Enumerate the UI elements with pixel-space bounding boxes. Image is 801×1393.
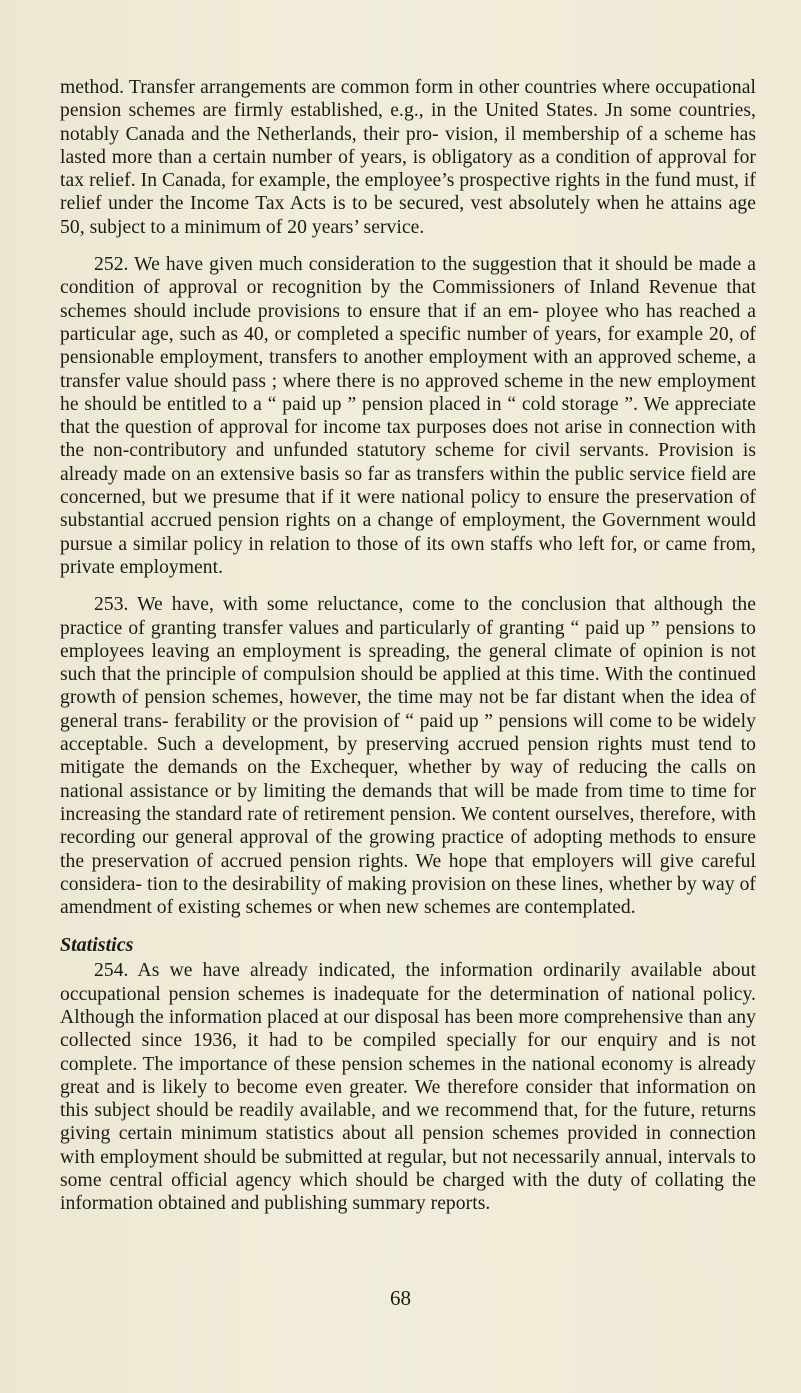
paragraph-254: 254. As we have already indicated, the information ordinarily available about occupational pension schemes is inadequate for the determination of national policy. Although the information placed at our disposal has been more comprehensive than any collected since 1936, it had to be compiled specially for our enquiry and is not complete. The importance of these pension schemes in the national economy is already great and is likely to become even greater. We therefore consider that information on this subject should be readily available, and we recommend that, for the future, returns giving certain minimum statistics about all pension schemes provided in connection with employment should be submitted at regular, but not necessarily annual, intervals to some central official agency which should be charged with the duty of collating the information obtained and publishing summary reports. <box>60 960 756 1215</box>
body-text <box>60 76 756 1216</box>
paragraph-253: 253. We have, with some reluctance, come to the conclusion that although the practice of granting transfer values and particularly of granting “ paid up ” pensions to employees leaving an employment is spreading, the general climate of opinion is not such that the principle of compulsion should be applied at this time. With the continued growth of pension schemes, however, the time may not be far distant when the idea of general trans- ferability or the provision of “ paid up ” pensions will come to be widely acceptable. Such a development, by preserving accrued pension rights must tend to mitigate the demands on the Exchequer, whether by way of reducing the calls on national assistance or by limiting the demands that will be made from time to time for increasing the standard rate of retirement pension. We content ourselves, therefore, with recording our general approval of the growing practice of adopting methods to ensure the preservation of accrued pension rights. We hope that employers will give careful considera- tion to the desirability of making provision on these lines, whether by way of amendment of existing schemes or when new schemes are contemplated. <box>60 594 756 919</box>
paragraph-gap <box>60 239 756 253</box>
section-heading-statistics: Statistics <box>60 934 134 957</box>
paragraph-gap <box>60 579 756 593</box>
paragraph-252: 252. We have given much consideration to the suggestion that it should be made a condition of approval or recognition by the Commissioners of Inland Revenue that schemes should include provisions to ensure that if an em- ployee who has reached a particular age, such as 40, or completed a specific number of years, for example 20, of pensionable employment, transfers to another employment with an approved scheme, a transfer value should pass ; where there is no approved scheme in the new employment he should be entitled to a “ paid up ” pension placed in “ cold storage ”. We appreciate that the question of approval for income tax purposes does not arise in connection with the non-contributory and unfunded statutory scheme for civil servants. Provision is already made on an extensive basis so far as transfers within the public service field are concerned, but we presume that if it were national policy to ensure the preservation of substantial accrued pension rights on a change of employment, the Government would pursue a similar policy in relation to those of its own staffs who left for, or came from, private employment. <box>60 254 756 578</box>
page-number: 68 <box>390 1286 411 1310</box>
paragraph-continuation: method. Transfer arrangements are common form in other countries where occupational pension schemes are firmly established, e.g., in the United States. Jn some countries, notably Canada and the Netherlands, their pro- vision, il membership of a scheme has lasted more than a certain number of years, is obligatory as a condition of approval for tax relief. In Canada, for example, the employee’s prospective rights in the fund must, if relief under the Income Tax Acts is to be secured, vest absolutely when he attains age 50, subject to a minimum of 20 years’ service. <box>60 77 756 238</box>
